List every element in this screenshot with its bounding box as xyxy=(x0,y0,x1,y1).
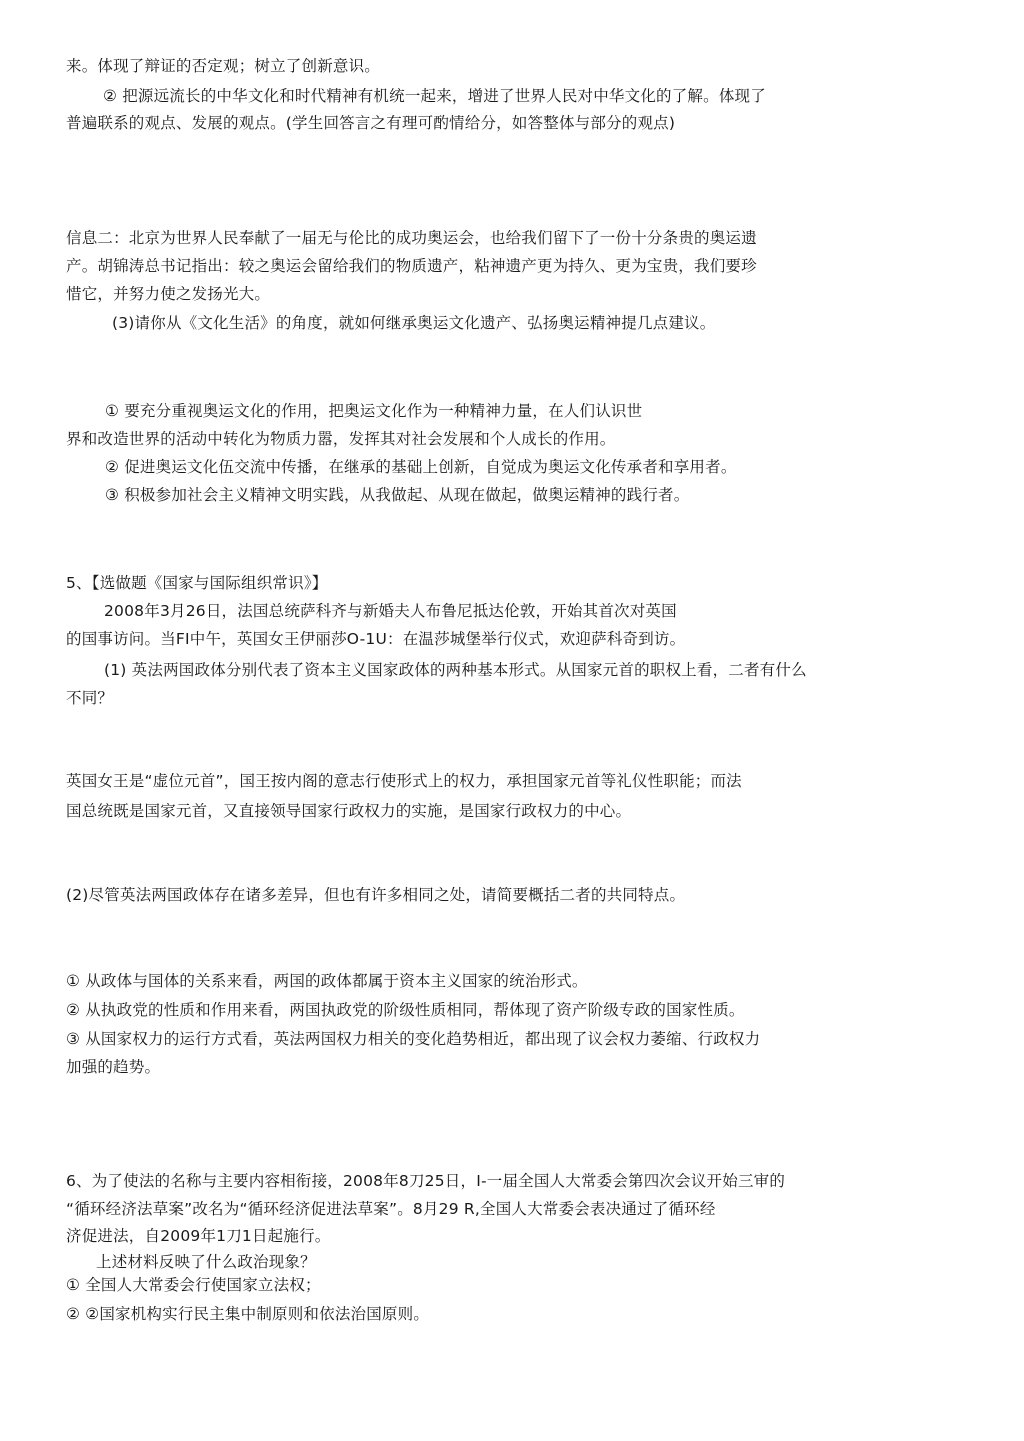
text-line: 不同？ xyxy=(66,689,114,707)
text-line: (3)请你从《文化生活》的角度，就如何继承奥运文化遗产、弘扬奥运精神提几点建议。 xyxy=(112,314,716,332)
text-line: 信息二：北京为世界人民奉献了一届无与伦比的成功奥运会，也给我们留下了一份十分条贵的奥运遗 xyxy=(66,229,757,247)
text-line: ② 促进奥运文化伍交流中传播，在继承的基础上创新，自觉成为奥运文化传承者和享用者。 xyxy=(105,458,737,476)
section-heading: 5、【选做题《国家与国际组织常识》】 xyxy=(66,574,328,592)
text-line: “循环经济法草案”改名为“循环经济促进法草案”。8月29 R,全国人大常委会表决通过了循环经 xyxy=(66,1200,716,1218)
text-line: 英国女王是“虚位元首”，国王按内阁的意志行使形式上的权力，承担国家元首等礼仪性职能；而法 xyxy=(66,772,742,790)
text-line: 惜它，并努力使之发扬光大。 xyxy=(66,285,271,303)
text-line: ① 从政体与国体的关系来看，两国的政体都属于资本主义国家的统治形式。 xyxy=(66,972,588,990)
text-line: 普遍联系的观点、发展的观点。(学生回答言之有理可酌情给分，如答整体与部分的观点) xyxy=(66,114,676,132)
text-line: ③ 从国家权力的运行方式看，英法两国权力相关的变化趋势相近，都出现了议会权力萎缩、行政权力 xyxy=(66,1030,761,1048)
text-line: 的国事访问。当FI中午，英国女王伊丽莎O-1U：在温莎城堡举行仪式，欢迎萨科奇到访。 xyxy=(66,630,686,648)
text-line: ② 从执政党的性质和作用来看，两国执政党的阶级性质相同，帮体现了资产阶级专政的国家性质。 xyxy=(66,1001,745,1019)
text-line: ③ 积极参加社会主义精神文明实践，从我做起、从现在做起，做奥运精神的践行者。 xyxy=(105,486,690,504)
text-line: 济促进法，自2009年1刀1日起施行。 xyxy=(66,1227,331,1245)
text-line: (2)尽管英法两国政体存在诸多差异，但也有许多相同之处，请简要概括二者的共同特点。 xyxy=(66,886,686,904)
text-line: 上述材料反映了什么政治现象？ xyxy=(96,1253,316,1271)
section-heading: 6、为了使法的名称与主要内容相衔接，2008年8刀25日，I-一届全国人大常委会第四次会议开始三审的 xyxy=(66,1172,786,1190)
text-line: 加强的趋势。 xyxy=(66,1058,161,1076)
text-line: 2008年3月26日，法国总统萨科齐与新婚夫人布鲁尼抵达伦敦，开始其首次对英国 xyxy=(104,602,677,620)
text-line: 产。胡锦涛总书记指出：较之奥运会留给我们的物质遗产，粘神遗产更为持久、更为宝贵，我们要珍 xyxy=(66,257,757,275)
text-line: ② 把源远流长的中华文化和时代精神有机统一起来，增进了世界人民对中华文化的了解。体现了 xyxy=(103,87,766,105)
text-line: (1) 英法两国政体分别代表了资本主义国家政体的两种基本形式。从国家元首的职权上看，二者有什么 xyxy=(104,661,807,679)
text-line: ① 全国人大常委会行使国家立法权； xyxy=(66,1276,321,1294)
text-line: 来。体现了辩证的否定观；树立了创新意识。 xyxy=(66,57,381,75)
text-line: 国总统既是国家元首，又直接领导国家行政权力的实施，是国家行政权力的中心。 xyxy=(66,802,632,820)
text-line: ① 要充分重视奥运文化的作用，把奥运文化作为一种精神力量，在人们认识世 xyxy=(105,402,643,420)
text-line: ② ②国家机构实行民主集中制原则和依法治国原则。 xyxy=(66,1305,430,1323)
text-line: 界和改造世界的活动中转化为物质力嚣，发挥其对社会发展和个人成长的作用。 xyxy=(66,430,616,448)
